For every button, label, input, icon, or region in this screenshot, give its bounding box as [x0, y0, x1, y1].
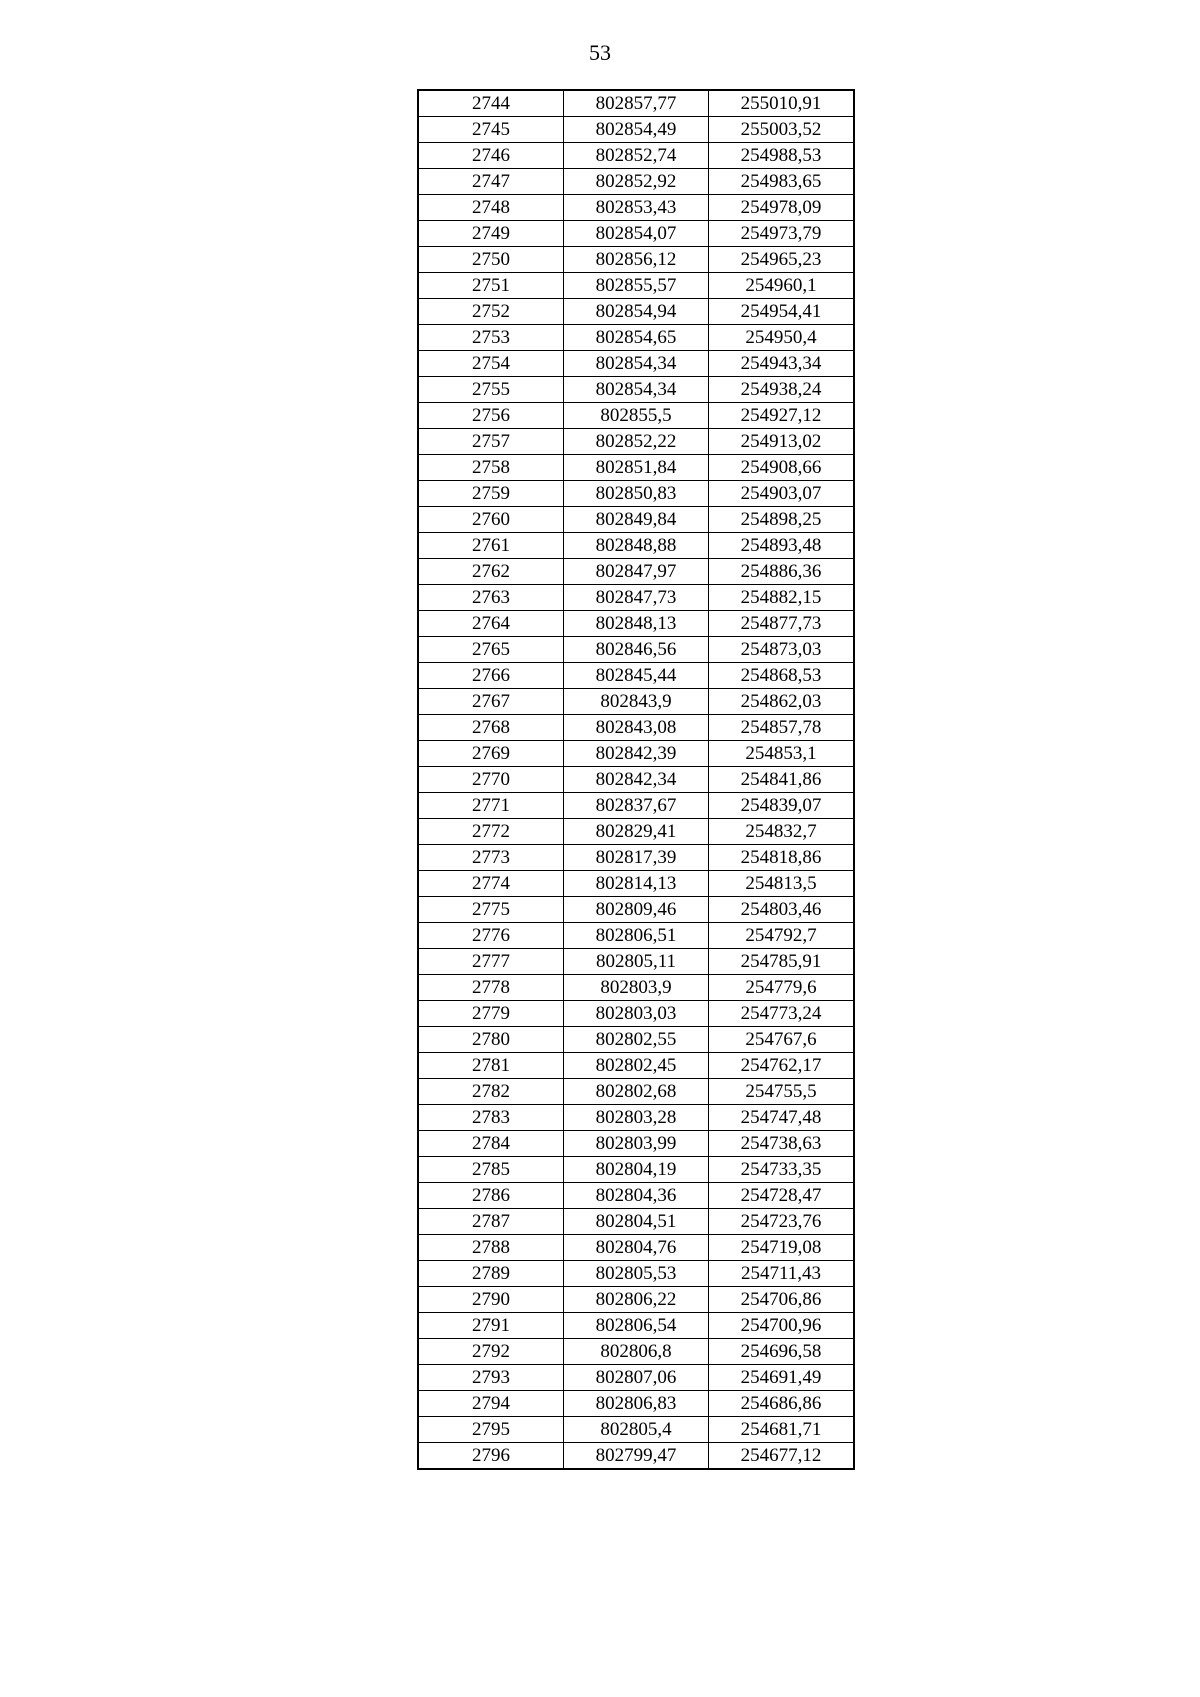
y-coordinate-cell: 254893,48 [709, 533, 855, 559]
table-row [418, 585, 854, 611]
table-row [418, 403, 854, 429]
point-number-cell: 2755 [418, 377, 564, 403]
x-coordinate-cell: 802855,5 [564, 403, 709, 429]
y-coordinate-cell: 254723,76 [709, 1209, 855, 1235]
y-coordinate-cell: 254792,7 [709, 923, 855, 949]
x-coordinate-cell: 802846,56 [564, 637, 709, 663]
table-row [418, 90, 854, 117]
y-coordinate-cell: 254755,5 [709, 1079, 855, 1105]
x-coordinate-cell: 802849,84 [564, 507, 709, 533]
x-coordinate-cell: 802848,13 [564, 611, 709, 637]
table-row [418, 221, 854, 247]
x-coordinate-cell: 802805,4 [564, 1417, 709, 1443]
x-coordinate-cell: 802856,12 [564, 247, 709, 273]
point-number-cell: 2746 [418, 143, 564, 169]
y-coordinate-cell: 254747,48 [709, 1105, 855, 1131]
y-coordinate-cell: 254886,36 [709, 559, 855, 585]
table-row [418, 1365, 854, 1391]
x-coordinate-cell: 802847,73 [564, 585, 709, 611]
y-coordinate-cell: 254839,07 [709, 793, 855, 819]
y-coordinate-cell: 254711,43 [709, 1261, 855, 1287]
table-row [418, 1027, 854, 1053]
y-coordinate-cell: 254965,23 [709, 247, 855, 273]
table-row [418, 325, 854, 351]
table-row [418, 1183, 854, 1209]
y-coordinate-cell: 254696,58 [709, 1339, 855, 1365]
point-number-cell: 2771 [418, 793, 564, 819]
point-number-cell: 2759 [418, 481, 564, 507]
table-row [418, 429, 854, 455]
y-coordinate-cell: 254857,78 [709, 715, 855, 741]
x-coordinate-cell: 802804,76 [564, 1235, 709, 1261]
point-number-cell: 2766 [418, 663, 564, 689]
point-number-cell: 2793 [418, 1365, 564, 1391]
table-row [418, 793, 854, 819]
point-number-cell: 2753 [418, 325, 564, 351]
point-number-cell: 2796 [418, 1443, 564, 1470]
coordinates-table-body [418, 90, 854, 1469]
point-number-cell: 2744 [418, 90, 564, 117]
table-row [418, 1105, 854, 1131]
point-number-cell: 2792 [418, 1339, 564, 1365]
point-number-cell: 2783 [418, 1105, 564, 1131]
table-row [418, 923, 854, 949]
point-number-cell: 2789 [418, 1261, 564, 1287]
table-row [418, 195, 854, 221]
point-number-cell: 2767 [418, 689, 564, 715]
x-coordinate-cell: 802852,74 [564, 143, 709, 169]
point-number-cell: 2788 [418, 1235, 564, 1261]
y-coordinate-cell: 254938,24 [709, 377, 855, 403]
y-coordinate-cell: 254832,7 [709, 819, 855, 845]
table-row [418, 559, 854, 585]
y-coordinate-cell: 254862,03 [709, 689, 855, 715]
x-coordinate-cell: 802857,77 [564, 90, 709, 117]
x-coordinate-cell: 802854,65 [564, 325, 709, 351]
x-coordinate-cell: 802852,22 [564, 429, 709, 455]
table-row [418, 299, 854, 325]
point-number-cell: 2748 [418, 195, 564, 221]
table-row [418, 1235, 854, 1261]
table-row [418, 1157, 854, 1183]
x-coordinate-cell: 802842,34 [564, 767, 709, 793]
x-coordinate-cell: 802803,9 [564, 975, 709, 1001]
y-coordinate-cell: 254762,17 [709, 1053, 855, 1079]
y-coordinate-cell: 254960,1 [709, 273, 855, 299]
y-coordinate-cell: 254733,35 [709, 1157, 855, 1183]
point-number-cell: 2761 [418, 533, 564, 559]
table-row [418, 975, 854, 1001]
x-coordinate-cell: 802803,28 [564, 1105, 709, 1131]
x-coordinate-cell: 802805,11 [564, 949, 709, 975]
y-coordinate-cell: 254686,86 [709, 1391, 855, 1417]
x-coordinate-cell: 802806,51 [564, 923, 709, 949]
x-coordinate-cell: 802803,99 [564, 1131, 709, 1157]
point-number-cell: 2778 [418, 975, 564, 1001]
point-number-cell: 2782 [418, 1079, 564, 1105]
point-number-cell: 2757 [418, 429, 564, 455]
point-number-cell: 2776 [418, 923, 564, 949]
point-number-cell: 2768 [418, 715, 564, 741]
point-number-cell: 2762 [418, 559, 564, 585]
y-coordinate-cell: 254691,49 [709, 1365, 855, 1391]
point-number-cell: 2784 [418, 1131, 564, 1157]
table-row [418, 819, 854, 845]
point-number-cell: 2775 [418, 897, 564, 923]
x-coordinate-cell: 802854,34 [564, 351, 709, 377]
x-coordinate-cell: 802848,88 [564, 533, 709, 559]
y-coordinate-cell: 254677,12 [709, 1443, 855, 1470]
table-row [418, 533, 854, 559]
x-coordinate-cell: 802853,43 [564, 195, 709, 221]
y-coordinate-cell: 254943,34 [709, 351, 855, 377]
table-row [418, 377, 854, 403]
x-coordinate-cell: 802829,41 [564, 819, 709, 845]
point-number-cell: 2774 [418, 871, 564, 897]
point-number-cell: 2756 [418, 403, 564, 429]
y-coordinate-cell: 254681,71 [709, 1417, 855, 1443]
y-coordinate-cell: 254927,12 [709, 403, 855, 429]
table-row [418, 507, 854, 533]
x-coordinate-cell: 802805,53 [564, 1261, 709, 1287]
x-coordinate-cell: 802842,39 [564, 741, 709, 767]
y-coordinate-cell: 254873,03 [709, 637, 855, 663]
x-coordinate-cell: 802804,51 [564, 1209, 709, 1235]
y-coordinate-cell: 255003,52 [709, 117, 855, 143]
point-number-cell: 2790 [418, 1287, 564, 1313]
page-number: 53 [589, 40, 611, 65]
table-row [418, 1313, 854, 1339]
table-row [418, 949, 854, 975]
point-number-cell: 2791 [418, 1313, 564, 1339]
table-row [418, 481, 854, 507]
x-coordinate-cell: 802837,67 [564, 793, 709, 819]
point-number-cell: 2777 [418, 949, 564, 975]
x-coordinate-cell: 802806,83 [564, 1391, 709, 1417]
y-coordinate-cell: 254767,6 [709, 1027, 855, 1053]
y-coordinate-cell: 254818,86 [709, 845, 855, 871]
y-coordinate-cell: 254738,63 [709, 1131, 855, 1157]
point-number-cell: 2773 [418, 845, 564, 871]
table-row [418, 1053, 854, 1079]
x-coordinate-cell: 802854,49 [564, 117, 709, 143]
table-row [418, 169, 854, 195]
x-coordinate-cell: 802854,07 [564, 221, 709, 247]
y-coordinate-cell: 254950,4 [709, 325, 855, 351]
point-number-cell: 2760 [418, 507, 564, 533]
point-number-cell: 2770 [418, 767, 564, 793]
table-row [418, 1391, 854, 1417]
x-coordinate-cell: 802817,39 [564, 845, 709, 871]
table-row [418, 871, 854, 897]
y-coordinate-cell: 254719,08 [709, 1235, 855, 1261]
y-coordinate-cell: 254988,53 [709, 143, 855, 169]
x-coordinate-cell: 802809,46 [564, 897, 709, 923]
y-coordinate-cell: 254983,65 [709, 169, 855, 195]
table-row [418, 1131, 854, 1157]
y-coordinate-cell: 254841,86 [709, 767, 855, 793]
x-coordinate-cell: 802843,08 [564, 715, 709, 741]
table-row [418, 663, 854, 689]
table-row [418, 689, 854, 715]
y-coordinate-cell: 254813,5 [709, 871, 855, 897]
table-row [418, 1079, 854, 1105]
x-coordinate-cell: 802854,34 [564, 377, 709, 403]
table-row [418, 715, 854, 741]
table-row [418, 1001, 854, 1027]
y-coordinate-cell: 254898,25 [709, 507, 855, 533]
table-row [418, 637, 854, 663]
y-coordinate-cell: 254779,6 [709, 975, 855, 1001]
point-number-cell: 2752 [418, 299, 564, 325]
point-number-cell: 2750 [418, 247, 564, 273]
point-number-cell: 2765 [418, 637, 564, 663]
table-row [418, 351, 854, 377]
y-coordinate-cell: 254903,07 [709, 481, 855, 507]
y-coordinate-cell: 254913,02 [709, 429, 855, 455]
table-row [418, 1209, 854, 1235]
point-number-cell: 2745 [418, 117, 564, 143]
x-coordinate-cell: 802807,06 [564, 1365, 709, 1391]
x-coordinate-cell: 802802,55 [564, 1027, 709, 1053]
point-number-cell: 2763 [418, 585, 564, 611]
y-coordinate-cell: 254700,96 [709, 1313, 855, 1339]
point-number-cell: 2785 [418, 1157, 564, 1183]
table-row [418, 611, 854, 637]
table-row [418, 247, 854, 273]
point-number-cell: 2772 [418, 819, 564, 845]
table-row [418, 767, 854, 793]
x-coordinate-cell: 802802,68 [564, 1079, 709, 1105]
x-coordinate-cell: 802843,9 [564, 689, 709, 715]
x-coordinate-cell: 802802,45 [564, 1053, 709, 1079]
x-coordinate-cell: 802806,22 [564, 1287, 709, 1313]
y-coordinate-cell: 254908,66 [709, 455, 855, 481]
y-coordinate-cell: 254868,53 [709, 663, 855, 689]
y-coordinate-cell: 254728,47 [709, 1183, 855, 1209]
table-row [418, 1443, 854, 1470]
point-number-cell: 2786 [418, 1183, 564, 1209]
table-row [418, 1417, 854, 1443]
table-row [418, 1287, 854, 1313]
y-coordinate-cell: 254773,24 [709, 1001, 855, 1027]
x-coordinate-cell: 802855,57 [564, 273, 709, 299]
point-number-cell: 2779 [418, 1001, 564, 1027]
y-coordinate-cell: 254973,79 [709, 221, 855, 247]
x-coordinate-cell: 802847,97 [564, 559, 709, 585]
y-coordinate-cell: 254853,1 [709, 741, 855, 767]
point-number-cell: 2747 [418, 169, 564, 195]
point-number-cell: 2795 [418, 1417, 564, 1443]
x-coordinate-cell: 802851,84 [564, 455, 709, 481]
point-number-cell: 2780 [418, 1027, 564, 1053]
x-coordinate-cell: 802803,03 [564, 1001, 709, 1027]
y-coordinate-cell: 254785,91 [709, 949, 855, 975]
point-number-cell: 2769 [418, 741, 564, 767]
x-coordinate-cell: 802806,8 [564, 1339, 709, 1365]
point-number-cell: 2787 [418, 1209, 564, 1235]
table-row [418, 455, 854, 481]
x-coordinate-cell: 802852,92 [564, 169, 709, 195]
x-coordinate-cell: 802845,44 [564, 663, 709, 689]
point-number-cell: 2794 [418, 1391, 564, 1417]
table-row [418, 143, 854, 169]
point-number-cell: 2764 [418, 611, 564, 637]
x-coordinate-cell: 802850,83 [564, 481, 709, 507]
table-row [418, 897, 854, 923]
table-row [418, 1339, 854, 1365]
x-coordinate-cell: 802799,47 [564, 1443, 709, 1470]
table-row [418, 845, 854, 871]
x-coordinate-cell: 802854,94 [564, 299, 709, 325]
y-coordinate-cell: 254978,09 [709, 195, 855, 221]
table-row [418, 117, 854, 143]
table-row [418, 741, 854, 767]
table-row [418, 273, 854, 299]
y-coordinate-cell: 254877,73 [709, 611, 855, 637]
y-coordinate-cell: 254954,41 [709, 299, 855, 325]
x-coordinate-cell: 802814,13 [564, 871, 709, 897]
point-number-cell: 2781 [418, 1053, 564, 1079]
point-number-cell: 2751 [418, 273, 564, 299]
y-coordinate-cell: 255010,91 [709, 90, 855, 117]
point-number-cell: 2758 [418, 455, 564, 481]
x-coordinate-cell: 802806,54 [564, 1313, 709, 1339]
x-coordinate-cell: 802804,36 [564, 1183, 709, 1209]
table-row [418, 1261, 854, 1287]
coordinates-table [417, 89, 855, 1470]
x-coordinate-cell: 802804,19 [564, 1157, 709, 1183]
y-coordinate-cell: 254706,86 [709, 1287, 855, 1313]
point-number-cell: 2749 [418, 221, 564, 247]
y-coordinate-cell: 254803,46 [709, 897, 855, 923]
point-number-cell: 2754 [418, 351, 564, 377]
y-coordinate-cell: 254882,15 [709, 585, 855, 611]
